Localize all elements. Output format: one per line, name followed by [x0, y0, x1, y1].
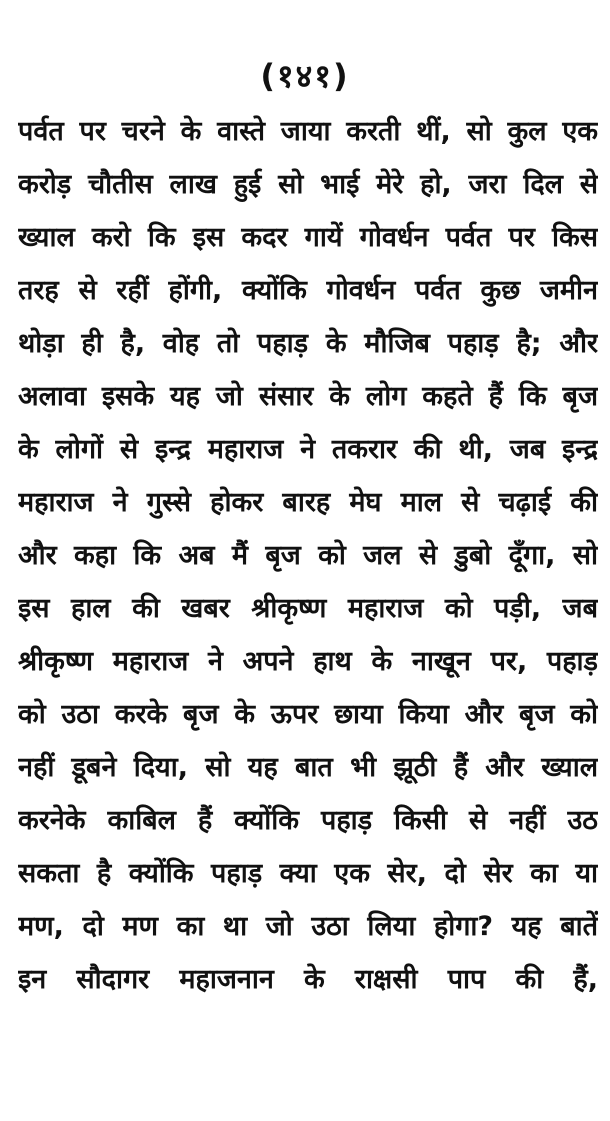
text-line: को उठा करके बृज के ऊपर छाया किया और बृज को: [18, 699, 598, 730]
body-text: [18, 105, 598, 1006]
text-line: अलावा इसके यह जो संसार के लोग कहते हैं कि बृज: [18, 381, 598, 412]
text-line: महाराज ने गुस्से होकर बारह मेघ माल से चढ़ाई की: [18, 487, 598, 518]
text-line: करोड़ चौतीस लाख हुई सो भाई मेरे हो, जरा दिल से: [18, 169, 598, 200]
text-line: करनेके काबिल हैं क्योंकि पहाड़ किसी से नहीं उठ: [18, 805, 598, 836]
text-line: और कहा कि अब मैं बृज को जल से डुबो दूँगा, सो: [18, 540, 598, 571]
text-line: श्रीकृष्ण महाराज ने अपने हाथ के नाखून पर, पहाड़: [18, 646, 598, 677]
text-line: पर्वत पर चरने के वास्ते जाया करती थीं, सो कुल एक: [18, 116, 598, 147]
text-line: नहीं डूबने दिया, सो यह बात भी झूठी हैं और ख्याल: [18, 752, 598, 783]
text-line: के लोगों से इन्द्र महाराज ने तकरार की थी, जब इन्द्र: [18, 434, 598, 465]
text-line: ख्याल करो कि इस कदर गायें गोवर्धन पर्वत पर किस: [18, 222, 598, 253]
text-line: थोड़ा ही है, वोह तो पहाड़ के मौजिब पहाड़ है; और: [18, 328, 598, 359]
text-line: मण, दो मण का था जो उठा लिया होगा? यह बातें: [18, 911, 598, 942]
page-number: (१४१): [260, 57, 350, 95]
text-line: तरह से रहीं होंगी, क्योंकि गोवर्धन पर्वत कुछ जमीन: [18, 275, 598, 306]
text-line: इस हाल की खबर श्रीकृष्ण महाराज को पड़ी, जब: [18, 593, 598, 624]
text-line: सकता है क्योंकि पहाड़ क्या एक सेर, दो सेर का या: [18, 858, 598, 889]
text-line-last: इन सौदागर महाजनान के राक्षसी पाप की हैं,: [18, 964, 598, 995]
